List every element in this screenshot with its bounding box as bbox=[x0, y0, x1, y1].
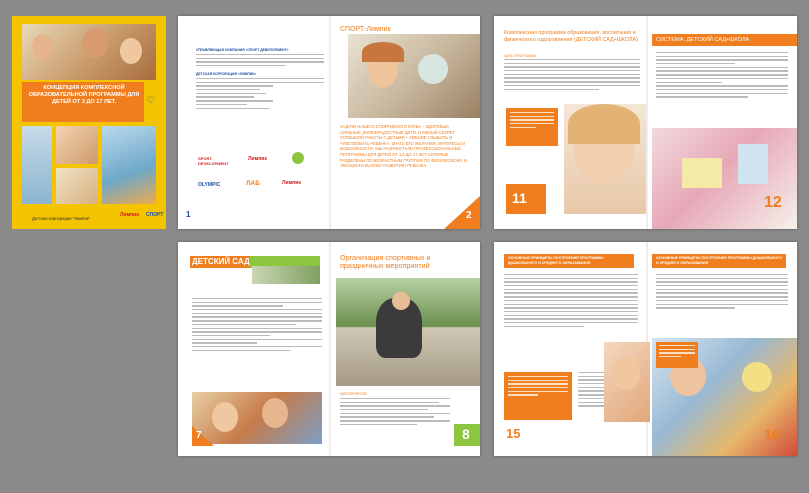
s4-callout-text bbox=[508, 376, 568, 398]
s1-page-num-right: 2 bbox=[466, 210, 472, 221]
cover-footer: Детская корпорация "Лимпик" bbox=[32, 216, 91, 221]
s2-callout-text bbox=[510, 112, 554, 130]
cover-logo-limpik: Лимпик bbox=[120, 212, 139, 218]
s1-logo-dancer-icon bbox=[292, 152, 304, 164]
s4-right-title: ОСНОВНЫЕ ПРИНЦИПЫ ПОСТРОЕНИЯ ПРОГРАММЫ ДОШКОЛЬНОГО И СРЕДНЕГО ОБРАЗОВАНИЯ bbox=[656, 256, 782, 265]
s4-right-callout-text bbox=[659, 345, 695, 360]
s2-left-sub: ЦЕЛЬ ПРОГРАММЫ bbox=[504, 54, 537, 58]
s1-logo-limpik: Лимпик bbox=[248, 156, 267, 162]
s1-text-1 bbox=[196, 54, 324, 69]
s2-right-title: СИСТЕМА: ДЕТСКИЙ САД+ШКОЛА bbox=[656, 37, 750, 43]
s3-left-photo-bottom bbox=[192, 392, 322, 444]
s1-text-2 bbox=[196, 78, 324, 111]
s3-left-title: ДЕТСКИЙ САД bbox=[192, 257, 250, 266]
cover-title: КОНЦЕПЦИЯ КОМПЛЕКСНОЙ ОБРАЗОВАТЕЛЬНОЙ ПРОГРАММЫ ДЛЯ ДЕТЕЙ ОТ 3 ДО 17 ЛЕТ. bbox=[28, 85, 140, 105]
s4-middle-photo bbox=[604, 342, 650, 422]
s3-right-sub: МЕРОПРИЯТИЯ bbox=[340, 392, 367, 396]
cover-logo-sport: СПОРТ bbox=[146, 212, 164, 218]
s3-left-text bbox=[192, 298, 322, 353]
s1-heading-2: ДЕТСКАЯ КОРПОРАЦИЯ «ЛИМПИК» bbox=[196, 72, 257, 76]
s1-logo-olympic: OLYMPIC bbox=[198, 182, 221, 188]
s3-right-photo bbox=[336, 278, 480, 386]
s4-left-title: ОСНОВНЫЕ ПРИНЦИПЫ ПОСТРОЕНИЯ ПРОГРАММЫ ДОШКОЛЬНОГО И СРЕДНЕГО ОБРАЗОВАНИЯ bbox=[508, 256, 604, 265]
s3-right-title: Организация спортивных и праздничных мероприятий bbox=[340, 253, 431, 271]
spread-4[interactable] bbox=[494, 242, 797, 456]
s4-page-num-right: 16 bbox=[764, 426, 780, 442]
s1-logo-limpik2: Лимпик bbox=[282, 180, 301, 186]
s1-logo-sport: SPORT DEVELOPMENT bbox=[198, 156, 229, 166]
s4-right-text bbox=[656, 274, 788, 311]
s2-page-num-right: 12 bbox=[764, 194, 782, 211]
spread-1[interactable] bbox=[178, 16, 480, 229]
s4-page-num-left: 15 bbox=[506, 426, 521, 441]
s2-left-photo-girl bbox=[564, 104, 646, 214]
s2-right-photo-toys bbox=[652, 128, 797, 229]
spread-2[interactable] bbox=[494, 16, 797, 229]
s3-page-num-right: 8 bbox=[462, 426, 470, 442]
cover-photo-top bbox=[22, 24, 156, 80]
s1-right-title: СПОРТ-Лимпик bbox=[340, 26, 391, 33]
spine bbox=[329, 16, 331, 229]
s1-corner-accent bbox=[444, 196, 480, 229]
cover-photo-mid bbox=[56, 126, 98, 164]
s1-right-body: ЗАДАЧИ НАШЕГО СПОРТИВНОГО КЛУБА – ЗДОРОВЫЕ, СИЛЬНЫЕ, ЖИЗНЕРАДОСТНЫЕ ДЕТИ. ГЛАВНЫЙ СЕКРЕТ УСПЕШНОЙ РАБОТЫ С ДЕТЬМИ – УМЕНИЕ СЛЫШАТЬ И ЧУВСТВОВАТЬ РЕБЕНКА. ЗНАТЬ ЕГО ЖЕЛАНИЯ, ИНТЕРЕСЫ И ВОЗМОЖНОСТИ. МЫ РАЗРАБОТАЛИ ПРОФЕССИОНАЛЬНЫЕ ПРОГРАММЫ ДЛЯ ДЕТЕЙ ОТ 1,5 ДО 17 ЛЕТ, КОТОРЫЕ РАЗДЕЛЕНЫ ПО ВОЗРАСТНЫМ ГРУППАМ ПО ФИЗИЧЕСКОМУ И ЭМОЦИОНАЛЬНОМУ РАЗВИТИЮ РЕБЕНКА. bbox=[340, 124, 467, 169]
spread-3[interactable] bbox=[178, 242, 480, 456]
s1-logo-lab: ЛАБ bbox=[246, 180, 260, 187]
s2-right-text bbox=[656, 52, 788, 100]
s2-left-title: Комплексная программа образования, воспитания и физического оздоровления (ДЕТСКИЙ САД+ШКОЛА) bbox=[504, 30, 638, 43]
s4-left-text bbox=[504, 274, 638, 329]
s1-heading-1: УПРАВЛЯЮЩАЯ КОМПАНИЯ «СПОРТ ДЕВЕЛОПМЕНТ» bbox=[196, 48, 289, 52]
s2-left-text bbox=[504, 59, 640, 92]
s3-right-text bbox=[340, 398, 450, 428]
s3-page-num-left: 7 bbox=[196, 430, 202, 441]
heart-icon: ♡ bbox=[146, 95, 155, 106]
s2-page-num-left: 11 bbox=[512, 190, 527, 206]
cover-photo-left bbox=[22, 126, 52, 204]
spine bbox=[329, 242, 331, 456]
s1-right-photo bbox=[348, 34, 480, 118]
cover-page[interactable] bbox=[12, 16, 166, 229]
cover-photo-mid2 bbox=[56, 168, 98, 204]
s3-left-photo-top bbox=[252, 266, 320, 284]
s1-page-num-left: 1 bbox=[186, 210, 191, 219]
cover-photo-right bbox=[102, 126, 156, 204]
